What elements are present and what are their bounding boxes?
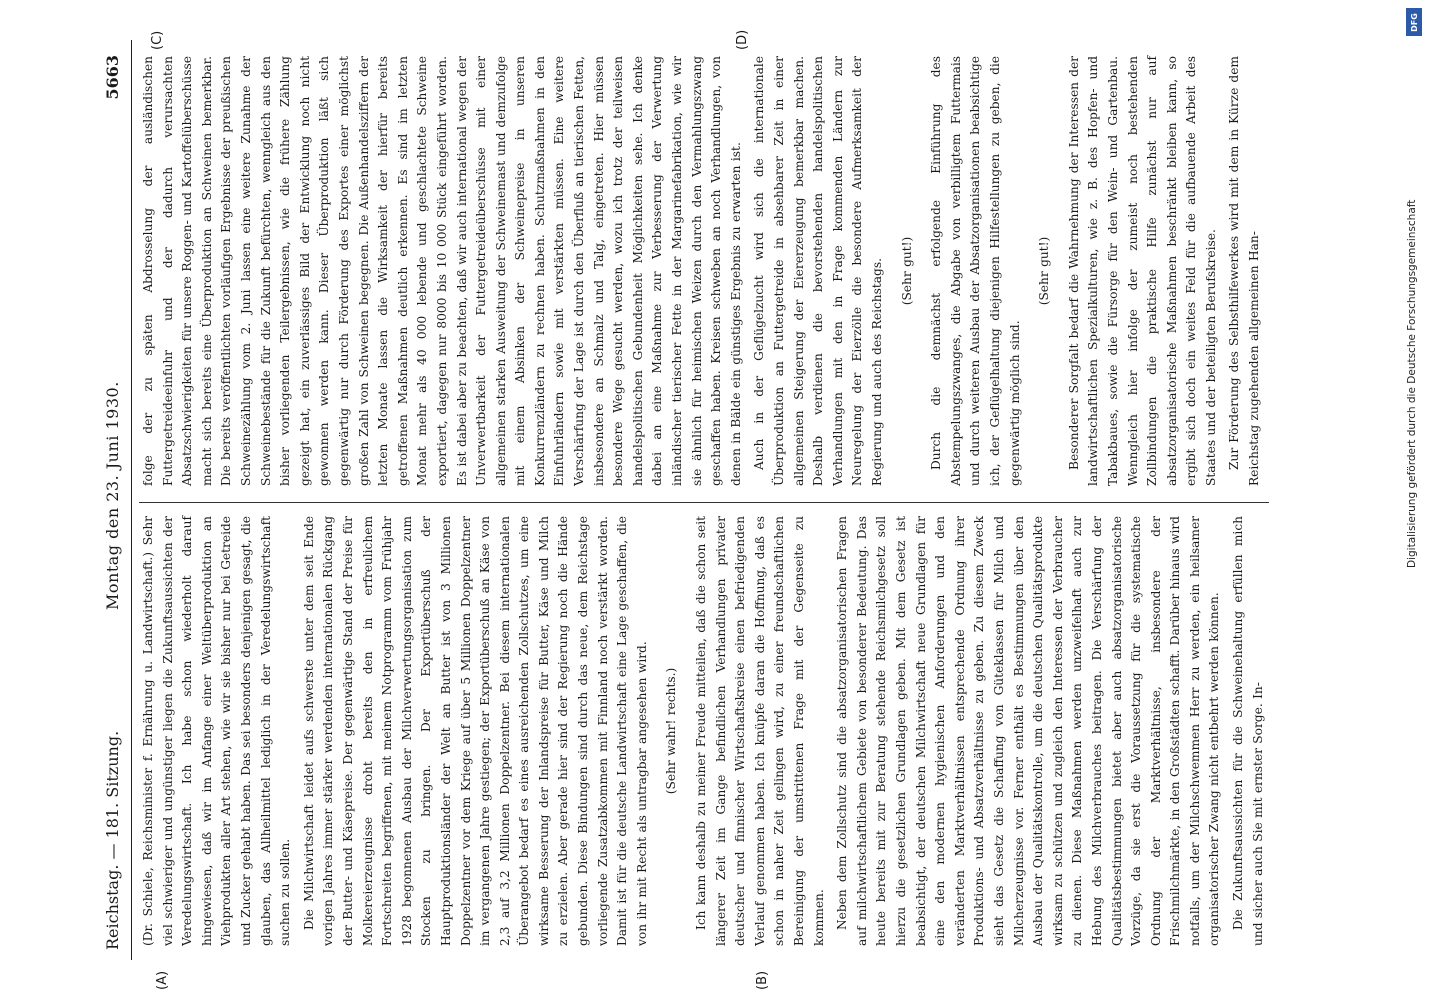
paragraph: Auch in der Geflügelzucht wird sich die internationale Überproduktion an Futtergetreide in absehbarer Zeit in einer allgemeinen Steigerung der Eiererzeugung bemerkbar machen. Deshalb verdienen die bevorstehenden handelspolitischen Verhandlungen mit den in Frage kommenden Ländern zur Neuregelung der Eierzölle die besondere Aufmerksamkeit der Regierung und auch des Reichstags. <box>752 56 884 486</box>
paragraph: (Dr. Schiele, Reichsminister f. Ernährung u. Landwirtschaft.) Sehr viel schwieriger und ungünstiger liegen die Zukunftsaussichten der Veredelungswirtschaft. Ich habe schon wiederholt darauf hingewiesen, daß wir im Anfange einer Weltüberproduktion an Viehprodukten aller Art stehen, wie wir sie bisher nur bei Getreide und Zucker gehabt haben. Das sei besonders denjenigen gesagt, die glauben, das Allheilmittel lediglich in der Veredelungswirtschaft suchen zu sollen. <box>141 516 293 946</box>
paragraph: folge der zu späten Abdrosselung der ausländischen Futtergetreideeinfuhr und der dadurch verursachten Absatzschwierigkeiten für unsere Roggen- und Kartoffelüberschüsse macht sich bereits eine Überproduktion an Schweinen bemerkbar. Die bereits veröffentlichten vorläufigen Ergebnisse der preußischen Schweinezählung vom 2. Juni lassen eine weitere Zunahme der Schweinebestände für die Zukunft befürchten, wenngleich aus den bisher vorliegenden Teilergebnissen, wie die frühere Zählung gezeigt hat, ein zuverlässiges Bild der Entwicklung noch nicht gewonnen werden kann. Dieser Überproduktion läßt sich gegenwärtig nur durch Förderung des Exportes einer möglichst großen Zahl von Schweinen begegnen. Die Außenhandelsziffern der letzten Monate lassen die Wirksamkeit der hierfür bereits getroffenen Maßnahmen deutlich erkennen. Es sind im letzten Monat mehr als 40 000 lebende und geschlachtete Schweine exportiert, dagegen nur 8000 bis 10 000 Stück eingeführt worden. Es ist dabei aber zu beachten, daß wir auch international wegen der Unverwertbarkeit der Futtergetreideüberschüsse mit einer allgemeinen starken Ausweitung der Schweinemast und demzufolge mit einem Absinken der Schweinepreise in unseren Konkurrenzländern zu rechnen haben. Schutzmaßnahmen in den Einfuhrländern sowie mit verstärkten müssen. Eine weitere Verschärfung der Lage ist durch den Überfluß an tierischen Fetten, insbesondere an Schmalz und Talg, eingetreten. Hier müssen besondere Wege gesucht werden, wozu ich trotz der teilweisen handelspolitischen Gebundenheit Möglichkeiten sehe. Ich denke dabei an eine Maßnahme zur Verbesserung der Verwertung inländischer tierischer Fette in der Margarinefabrikation, wie wir sie ähnlich für heimischen Weizen durch den Vermahlungszwang geschaffen haben. Kreisen schweben an noch Verhandlungen, von denen in Bälde ein günstiges Ergebnis zu erwarten ist. <box>141 56 743 486</box>
header-left: Reichstag. — 181. Sitzung. <box>103 730 122 950</box>
dfg-logo: DFG <box>1406 8 1422 36</box>
column-divider <box>139 502 1269 503</box>
left-column <box>139 516 1272 946</box>
page-header <box>95 40 132 960</box>
header-date: Montag den 23. Juni 1930. <box>103 381 122 610</box>
paragraph: Zur Förderung des Selbsthilfewerkes wird mit dem in Kürze dem Reichstag zugehenden allgemeinen Han- <box>1227 56 1262 486</box>
margin-marker-b: (B) <box>755 970 770 990</box>
paragraph: Die Milchwirtschaft leidet aufs schwerste unter dem seit Ende vorigen Jahres immer stärker werdenden internationalen Rückgang der Butter- und Käsepreise. Der gegenwärtige Stand der Preise für Molkereierzeugnisse droht bereits den in erfreulichem Fortschreiten begriffenen, mit meinem Notprogramm vom Frühjahr 1928 begonnenen Ausbau der Milchverwertungsorganisation zum Stocken zu bringen. Der Exportüberschuß der Hauptproduktionsländer der Welt an Butter ist von 3 Millionen Doppelzentner vor dem Kriege auf über 5 Millionen Doppelzentner im vergangenen Jahre gestiegen; der Exportüberschuß an Käse von 2,3 auf 3,2 Millionen Doppelzentner. Bei diesem internationalen Überangebot bedarf es eines ausreichenden Zollschutzes, um eine wirksame Besserung der Inlandspreise für Butter, Käse und Milch zu erzielen. Aber gerade hier sind der Regierung noch die Hände gebunden. Diese Bindungen sind durch das neue, dem Reichstage vorliegende Zusatzabkommen mit Finnland noch verstärkt worden. Damit ist für die deutsche Landwirtschaft eine Lage geschaffen, die von ihr mit Recht als untragbar angesehen wird. <box>301 516 649 946</box>
paragraph: Ich kann deshalb zu meiner Freude mitteilen, daß die schon seit längerer Zeit im Gange befindlichen Verhandlungen privater deutscher und finnischer Wirtschaftskreise einen befriedigenden Verlauf genommen haben. Ich knüpfe daran die Hoffnung, daß es schon in naher Zeit gelingen wird, zu einer freundschaftlichen Bereinigung der umstrittenen Frage mit der Gegenseite zu kommen. <box>694 516 826 946</box>
paragraph: Besonderer Sorgfalt bedarf die Wahrnehmung der Interessen der landwirtschaftlichen Spezialkulturen, wie z. B. des Hopfen- und Tabakbaues, sowie die Fürsorge für den Wein- und Gartenbau. Wenngleich hier infolge der zumeist noch bestehenden Zollbindungen die praktische Hilfe zunächst nur auf absatzorganisatorische Maßnahmen beschränkt bleiben kann, so ergibt sich doch ein weites Feld für die aufbauende Arbeit des Staates und der beteiligten Berufskreise. <box>1066 56 1218 486</box>
applause-note: (Sehr gut!) <box>1037 236 1052 306</box>
paragraph: Neben dem Zollschutz sind die absatzorganisatorischen Fragen auf milchwirtschaftlichem Gebiete von besonderer Bedeutung. Das heute bereits mit zur Beratung stehende Reichsmilchgesetz soll hierzu die gesetzlichen Grundlagen geben. Mit dem Gesetz ist beabsichtigt, der deutschen Milchwirtschaft neue Grundlagen für eine den modernen hygienischen Anforderungen und den veränderten Marktverhältnissen entsprechende Ordnung ihrer Produktions- und Absatzverhältnisse zu geben. Zu diesem Zweck sieht das Gesetz die Schaffung von Güteklassen für Milch und Milcherzeugnisse vor. Ferner enthält es Bestimmungen über den Ausbau der Qualitätskontrolle, um die deutschen Qualitätsprodukte wirksam zu schützen und zugleich den Interessen der Verbraucher zu dienen. Diese Maßnahmen werden unzweifelhaft auch zur Hebung des Milchverbrauches beitragen. Die Verschärfung der Qualitätsbestimmungen bietet aber auch absatzorganisatorische Vorzüge, da sie erst die Voraussetzung für die systematische Ordnung der Marktverhältnisse, insbesondere der Frischmilchmärkte, in den Großstädten schafft. Darüber hinaus wird notfalls, um der Milchschwemmen Herr zu werden, ein heilsamer organisatorischer Zwang nicht entbehrt werden können. <box>835 516 1222 946</box>
applause-note: (Sehr wahr! rechts.) <box>664 667 679 795</box>
margin-marker-d: (D) <box>735 29 750 50</box>
applause-note: (Sehr gut!) <box>899 236 914 306</box>
paragraph: Durch die demnächst erfolgende Einführung des Abstempelungszwanges, die Abgabe von verbilligtem Futtermais und durch weiteren Ausbau der Absatzorganisationen beabsichtige ich, der Geflügelhaltung diejenigen Hilfestellungen zu geben, die gegenwärtig möglich sind. <box>929 56 1022 486</box>
paragraph: Die Zukunftsaussichten für die Schweinehaltung erfüllen mich und sicher auch Sie mit ernster Sorge. In- <box>1231 516 1265 946</box>
right-column <box>139 56 1269 486</box>
digitization-text: Digitalisierung gefördert durch die Deutsche Forschungsgemeinschaft <box>1406 199 1418 568</box>
page-number: 5663 <box>103 55 122 100</box>
digitization-note <box>1402 8 1426 992</box>
rotated-page-content <box>95 29 1295 990</box>
margin-marker-c: (C) <box>150 30 165 50</box>
margin-marker-a: (A) <box>155 970 170 990</box>
